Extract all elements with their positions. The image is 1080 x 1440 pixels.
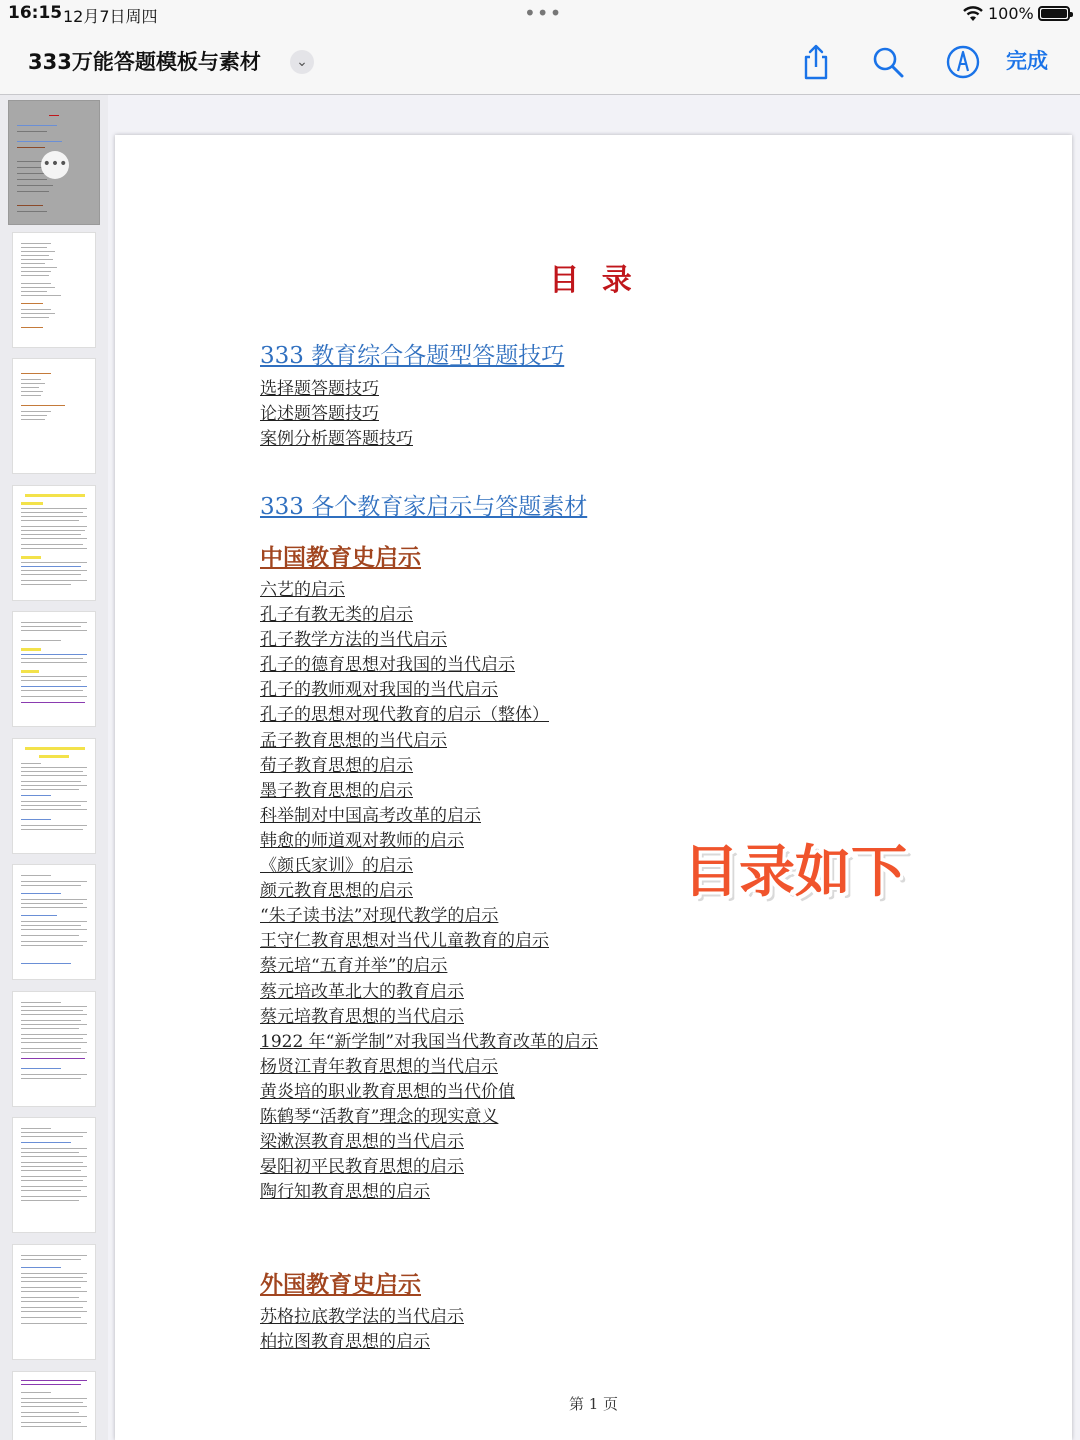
page-thumbnail-2[interactable] [12,232,96,348]
search-icon[interactable] [868,42,908,82]
done-button[interactable]: 完成 [1006,49,1048,73]
page-thumbnail-9[interactable] [12,1117,96,1233]
page-thumbnail-8[interactable] [12,991,96,1107]
markup-pen-icon[interactable] [943,42,983,82]
toc-list-foreign [260,1305,464,1355]
toc-list-chinese [260,578,598,1205]
status-bar [0,0,1080,30]
toc-item[interactable]: 蔡元培改革北大的教育启示 [260,981,464,1002]
toc-item[interactable]: 六艺的启示 [260,580,345,600]
toc-item[interactable]: 孔子教学方法的当代启示 [260,630,447,651]
toc-section-educators[interactable]: 333 各个教育家启示与答题素材 [260,494,588,520]
overlay-caption: 目录如下 [683,840,907,905]
toc-item[interactable]: 孔子的教师观对我国的当代启示 [260,680,498,701]
toc-item[interactable]: 科举制对中国高考改革的启示 [260,805,481,826]
toc-item[interactable]: 蔡元培“五育并举”的启示 [260,956,448,977]
multitasking-dots-icon[interactable]: ••• [524,1,563,25]
page-thumbnail-10[interactable] [12,1244,96,1360]
toc-item[interactable]: 黄炎培的职业教育思想的当代价值 [260,1081,515,1102]
wifi-icon [962,5,984,22]
toc-item[interactable]: 晏阳初平民教育思想的启示 [260,1157,464,1178]
toc-item[interactable]: 韩愈的师道观对教师的启示 [260,830,464,851]
document-page [115,135,1072,1440]
more-icon[interactable]: ••• [41,151,69,179]
page-thumbnail-1[interactable] [8,100,100,225]
toc-item[interactable]: 孔子的思想对现代教育的启示（整体） [260,705,549,726]
page-thumbnail-3[interactable] [12,358,96,474]
page-thumbnail-11[interactable] [12,1371,96,1440]
toc-item[interactable]: 杨贤江青年教育思想的当代启示 [260,1056,498,1077]
toc-item[interactable]: 陶行知教育思想的启示 [260,1182,430,1203]
toc-item[interactable]: 墨子教育思想的启示 [260,780,413,801]
toc-section-answering-techniques[interactable]: 333 教育综合各题型答题技巧 [260,343,565,369]
toc-item[interactable]: 论述题答题技巧 [260,404,379,425]
toc-item[interactable]: 《颜氏家训》的启示 [260,856,413,877]
status-time: 16:15 [8,3,63,23]
battery-percentage: 100% [988,4,1034,23]
toc-item[interactable]: 苏格拉底教学法的当代启示 [260,1307,464,1327]
page-thumbnail-6[interactable] [12,738,96,854]
toc-item[interactable]: “朱子读书法”对现代教学的启示 [260,906,499,927]
share-icon[interactable] [796,42,836,82]
toc-item[interactable]: 选择题答题技巧 [260,379,379,399]
toc-item[interactable]: 陈鹤琴“活教育”理念的现实意义 [260,1106,499,1127]
toc-item[interactable]: 王守仁教育思想对当代儿童教育的启示 [260,931,549,952]
toc-item[interactable]: 柏拉图教育思想的启示 [260,1332,430,1353]
toc-item[interactable]: 颜元教育思想的启示 [260,881,413,902]
page-number: 第 1 页 [568,1395,619,1413]
toc-item[interactable]: 荀子教育思想的启示 [260,755,413,776]
toc-item[interactable]: 梁漱溟教育思想的当代启示 [260,1132,464,1153]
status-date: 12月7日周四 [63,7,158,26]
chevron-down-icon[interactable]: ⌄ [290,50,314,74]
page-thumbnail-sidebar [0,95,108,1440]
toc-item[interactable]: 1922 年“新学制”对我国当代教育改革的启示 [260,1031,599,1052]
toc-section-foreign-history[interactable]: 外国教育史启示 [260,1271,421,1298]
toc-section-chinese-history[interactable]: 中国教育史启示 [260,544,421,571]
toc-list-techniques [260,377,413,452]
toc-title: 目 录 [549,263,638,298]
toc-item[interactable]: 孔子有教无类的启示 [260,605,413,626]
battery-icon [1038,6,1070,21]
page-thumbnail-7[interactable] [12,864,96,980]
page-thumbnail-4[interactable] [12,485,96,601]
toc-item[interactable]: 孟子教育思想的当代启示 [260,730,447,751]
page-thumbnail-5[interactable] [12,611,96,727]
toc-item[interactable]: 蔡元培教育思想的当代启示 [260,1006,464,1027]
navigation-bar [0,30,1080,95]
toc-item[interactable]: 孔子的德育思想对我国的当代启示 [260,655,515,676]
document-title[interactable]: 333万能答题模板与素材 [28,50,261,74]
toc-item[interactable]: 案例分析题答题技巧 [260,429,413,450]
